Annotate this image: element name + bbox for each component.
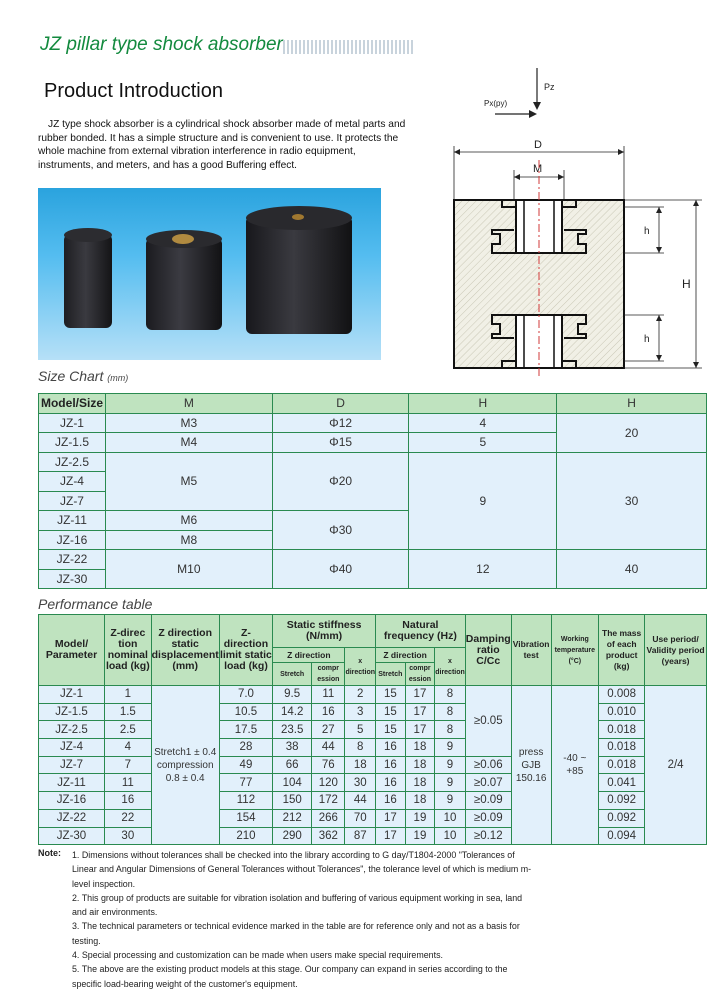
stiffness-x-cell: 44 [345, 792, 376, 810]
limit-cell: 28 [219, 739, 272, 757]
frequency-compression-cell: 17 [405, 703, 435, 721]
temperature-cell [551, 686, 599, 845]
mass-cell: 0.018 [599, 721, 645, 739]
model-cell: JZ-1 [39, 413, 106, 433]
model-cell: JZ-11 [39, 774, 105, 792]
model-cell: JZ-16 [39, 530, 106, 550]
m-cell: M4 [105, 433, 272, 453]
frequency-x-cell: 8 [435, 686, 466, 704]
h2-cell: 20 [557, 413, 707, 452]
frequency-compression-cell: 18 [405, 739, 435, 757]
frequency-z-direction: Z direction [376, 648, 435, 663]
model-cell: JZ-2.5 [39, 452, 106, 472]
limit-cell: 10.5 [219, 703, 272, 721]
frequency-x-cell: 10 [435, 827, 466, 845]
m-cell: M8 [105, 530, 272, 550]
m-cell: M10 [105, 550, 272, 589]
table-row [39, 452, 707, 472]
static-displacement-header: Z direction static displacement (mm) [151, 615, 219, 686]
frequency-stretch-cell: 16 [376, 739, 406, 757]
note-item: 4. Special processing and customization can be made when users make special requirements. [72, 950, 443, 961]
text-line: GJB [521, 759, 541, 771]
frequency-compression-cell: 19 [405, 809, 435, 827]
frequency-stretch-header: Stretch [376, 663, 406, 686]
load-cell: 16 [105, 792, 152, 810]
stiffness-x-cell: 2 [345, 686, 376, 704]
model-cell: JZ-16 [39, 792, 105, 810]
m-cell: M5 [105, 452, 272, 511]
model-cell: JZ-11 [39, 511, 106, 531]
frequency-compression-cell: 19 [405, 827, 435, 845]
load-cell: 1.5 [105, 703, 152, 721]
frequency-compression-cell: 18 [405, 774, 435, 792]
frequency-compression-cell: 17 [405, 721, 435, 739]
pz-label: Pz [544, 82, 555, 92]
h-cell: 4 [409, 413, 557, 433]
h-top-label: h [644, 226, 650, 237]
model-cell: JZ-1.5 [39, 703, 105, 721]
table-row [39, 615, 707, 648]
text-line: +85 [566, 766, 584, 778]
stiffness-stretch-cell: 150 [273, 792, 312, 810]
d-cell: Φ12 [272, 413, 409, 433]
vibration-cell [511, 686, 551, 845]
size-chart-heading [38, 368, 128, 384]
frequency-compression-cell: 18 [405, 756, 435, 774]
frequency-stretch-cell: 15 [376, 721, 406, 739]
d-cell: Φ20 [272, 452, 409, 511]
h-cell: 9 [409, 452, 557, 550]
model-cell: JZ-1.5 [39, 433, 106, 453]
size-header-row [39, 394, 707, 414]
damping-cell: ≥0.06 [465, 756, 511, 774]
damping-cell: ≥0.05 [465, 686, 511, 757]
text-line: -40 ~ [563, 753, 587, 765]
limit-cell: 49 [219, 756, 272, 774]
title-decoration [283, 40, 413, 54]
model-header: Model/ Parameter [39, 615, 105, 686]
model-cell: JZ-22 [39, 809, 105, 827]
load-cell: 7 [105, 756, 152, 774]
table-row [39, 739, 707, 757]
displacement-compression: compression [156, 759, 214, 771]
table-row [39, 827, 707, 845]
notes-label: Note: [38, 848, 61, 858]
mass-cell: 0.008 [599, 686, 645, 704]
damping-cell: ≥0.09 [465, 809, 511, 827]
text-line: press [518, 746, 544, 758]
note-item: 1. Dimensions without tolerances shall be checked into the library according to G day/T1804-2000 "Tolerances of Linear and Angular Dimensions of General Tolerances without Tolerances", the tolerance level of which is medium m-level inspection. [72, 850, 532, 889]
model-cell: JZ-30 [39, 827, 105, 845]
notes-list [72, 848, 532, 991]
m-cell: M6 [105, 511, 272, 531]
page-title: JZ pillar type shock absorber [40, 34, 283, 55]
table-row [39, 756, 707, 774]
stiffness-compression-cell: 27 [312, 721, 345, 739]
h2-cell: 30 [557, 452, 707, 550]
stiffness-x-cell: 18 [345, 756, 376, 774]
model-cell: JZ-4 [39, 472, 106, 492]
performance-heading: Performance table [38, 596, 153, 612]
medium-absorber-image [146, 238, 222, 330]
limit-cell: 210 [219, 827, 272, 845]
large-absorber-image [246, 216, 352, 334]
size-col-header: H [409, 394, 557, 414]
stiffness-stretch-cell: 290 [273, 827, 312, 845]
load-cell: 30 [105, 827, 152, 845]
table-row [39, 703, 707, 721]
frequency-stretch-cell: 17 [376, 809, 406, 827]
table-row [39, 774, 707, 792]
model-cell: JZ-22 [39, 550, 106, 570]
limit-cell: 77 [219, 774, 272, 792]
stiffness-compression-cell: 76 [312, 756, 345, 774]
use-period-cell: 2/4 [645, 686, 707, 845]
mass-cell: 0.092 [599, 809, 645, 827]
natural-frequency-header: Natural frequency (Hz) [376, 615, 466, 648]
frequency-stretch-cell: 15 [376, 703, 406, 721]
stiffness-compression-cell: 44 [312, 739, 345, 757]
performance-table [38, 614, 707, 845]
limit-cell: 17.5 [219, 721, 272, 739]
stiffness-z-direction: Z direction [273, 648, 345, 663]
frequency-x-cell: 8 [435, 721, 466, 739]
m-cell: M3 [105, 413, 272, 433]
h2-cell: 40 [557, 550, 707, 589]
damping-cell: ≥0.09 [465, 792, 511, 810]
model-cell: JZ-30 [39, 569, 106, 589]
frequency-x-cell: 10 [435, 809, 466, 827]
frequency-x-direction: x direction [435, 648, 466, 686]
frequency-stretch-cell: 17 [376, 827, 406, 845]
m-label: M [533, 163, 543, 175]
stiffness-x-cell: 87 [345, 827, 376, 845]
load-cell: 11 [105, 774, 152, 792]
stiffness-stretch-cell: 38 [273, 739, 312, 757]
stiffness-compression-cell: 266 [312, 809, 345, 827]
stiffness-stretch-cell: 212 [273, 809, 312, 827]
size-col-header: H [557, 394, 707, 414]
model-cell: JZ-7 [39, 491, 106, 511]
model-cell: JZ-4 [39, 739, 105, 757]
table-row [39, 809, 707, 827]
load-cell: 4 [105, 739, 152, 757]
damping-header: Damping ratio C/Cc [465, 615, 511, 686]
table-row [39, 721, 707, 739]
displacement-cell [151, 686, 219, 845]
table-row [39, 550, 707, 570]
mass-cell: 0.092 [599, 792, 645, 810]
mass-cell: 0.041 [599, 774, 645, 792]
damping-cell: ≥0.12 [465, 827, 511, 845]
stiffness-compression-cell: 11 [312, 686, 345, 704]
stiffness-x-cell: 8 [345, 739, 376, 757]
h-cell: 12 [409, 550, 557, 589]
size-col-header: D [272, 394, 409, 414]
limit-cell: 112 [219, 792, 272, 810]
vibration-header: Vibration test [511, 615, 551, 686]
h-bottom-label: h [644, 334, 650, 345]
d-cell: Φ15 [272, 433, 409, 453]
stiffness-x-cell: 70 [345, 809, 376, 827]
frequency-compression-cell: 17 [405, 686, 435, 704]
frequency-stretch-cell: 15 [376, 686, 406, 704]
text-line: 150.16 [515, 772, 547, 784]
h-total-label: H [682, 277, 691, 291]
frequency-compression-header: compr ession [405, 663, 435, 686]
mass-cell: 0.010 [599, 703, 645, 721]
model-cell: JZ-1 [39, 686, 105, 704]
stiffness-compression-cell: 362 [312, 827, 345, 845]
limit-static-load-header: Z-direction limit static load (kg) [219, 615, 272, 686]
stiffness-stretch-cell: 104 [273, 774, 312, 792]
mass-cell: 0.018 [599, 739, 645, 757]
load-cell: 1 [105, 686, 152, 704]
px-label: Px(py) [484, 99, 508, 108]
mass-cell: 0.094 [599, 827, 645, 845]
load-cell: 22 [105, 809, 152, 827]
stiffness-stretch-cell: 66 [273, 756, 312, 774]
stiffness-x-cell: 5 [345, 721, 376, 739]
frequency-x-cell: 9 [435, 739, 466, 757]
h-cell: 5 [409, 433, 557, 453]
frequency-stretch-cell: 16 [376, 792, 406, 810]
limit-cell: 154 [219, 809, 272, 827]
displacement-stretch: Stretch1 ± 0.4 [154, 746, 217, 758]
limit-cell: 7.0 [219, 686, 272, 704]
working-temperature-header: Working temperature (°C) [551, 615, 599, 686]
small-absorber-image [64, 234, 112, 328]
frequency-compression-cell: 18 [405, 792, 435, 810]
size-chart-unit: (mm) [107, 373, 129, 383]
size-col-header: Model/Size [39, 394, 106, 414]
intro-heading: Product Introduction [44, 80, 223, 102]
d-label: D [534, 139, 542, 151]
nominal-load-header: Z-direc tion nominal load (kg) [105, 615, 152, 686]
stiffness-compression-cell: 120 [312, 774, 345, 792]
frequency-x-cell: 9 [435, 774, 466, 792]
text-line: Size Chart [38, 368, 104, 384]
cross-section-diagram [440, 60, 720, 380]
d-cell: Φ40 [272, 550, 409, 589]
stiffness-x-direction: x direction [345, 648, 376, 686]
table-row [39, 686, 707, 704]
stiffness-stretch-cell: 9.5 [273, 686, 312, 704]
table-row [39, 413, 707, 433]
load-cell: 2.5 [105, 721, 152, 739]
size-chart-table [38, 393, 707, 589]
stiffness-compression-cell: 172 [312, 792, 345, 810]
d-cell: Φ30 [272, 511, 409, 550]
stiffness-stretch-cell: 23.5 [273, 721, 312, 739]
stiffness-x-cell: 3 [345, 703, 376, 721]
note-item: 5. The above are the existing product models at this stage. Our company can expand in series according to the specific load-bearing weight of the customer's equipment. [72, 964, 508, 989]
intro-text: JZ type shock absorber is a cylindrical shock absorber made of metal parts and rubber bonded. It has a simple structure and is convenient to use. It protects the whole machine from external vibration interference in radio equipment, instruments, and meters, and has a good Buffering effect. [38, 119, 406, 171]
frequency-x-cell: 9 [435, 792, 466, 810]
frequency-x-cell: 8 [435, 703, 466, 721]
frequency-stretch-cell: 16 [376, 756, 406, 774]
damping-cell: ≥0.07 [465, 774, 511, 792]
note-item: 3. The technical parameters or technical evidence marked in the table are for reference only and not as a basis for testing. [72, 921, 520, 946]
stiffness-x-cell: 30 [345, 774, 376, 792]
product-photo [38, 188, 381, 360]
note-item: 2. This group of products are suitable for vibration isolation and buffering of various equipment working in sea, land and air environments. [72, 892, 523, 918]
stiffness-compression-cell: 16 [312, 703, 345, 721]
mass-header: The mass of each product (kg) [599, 615, 645, 686]
stiffness-compression-header: compr ession [312, 663, 345, 686]
use-period-header: Use period/ Validity period (years) [645, 615, 707, 686]
stiffness-stretch-header: Stretch [273, 663, 312, 686]
displacement-compression-value: 0.8 ± 0.4 [165, 772, 205, 784]
model-cell: JZ-2.5 [39, 721, 105, 739]
frequency-stretch-cell: 16 [376, 774, 406, 792]
mass-cell: 0.018 [599, 756, 645, 774]
table-row [39, 792, 707, 810]
frequency-x-cell: 9 [435, 756, 466, 774]
model-cell: JZ-7 [39, 756, 105, 774]
stiffness-stretch-cell: 14.2 [273, 703, 312, 721]
static-stiffness-header: Static stiffness (N/mm) [273, 615, 376, 648]
size-col-header: M [105, 394, 272, 414]
